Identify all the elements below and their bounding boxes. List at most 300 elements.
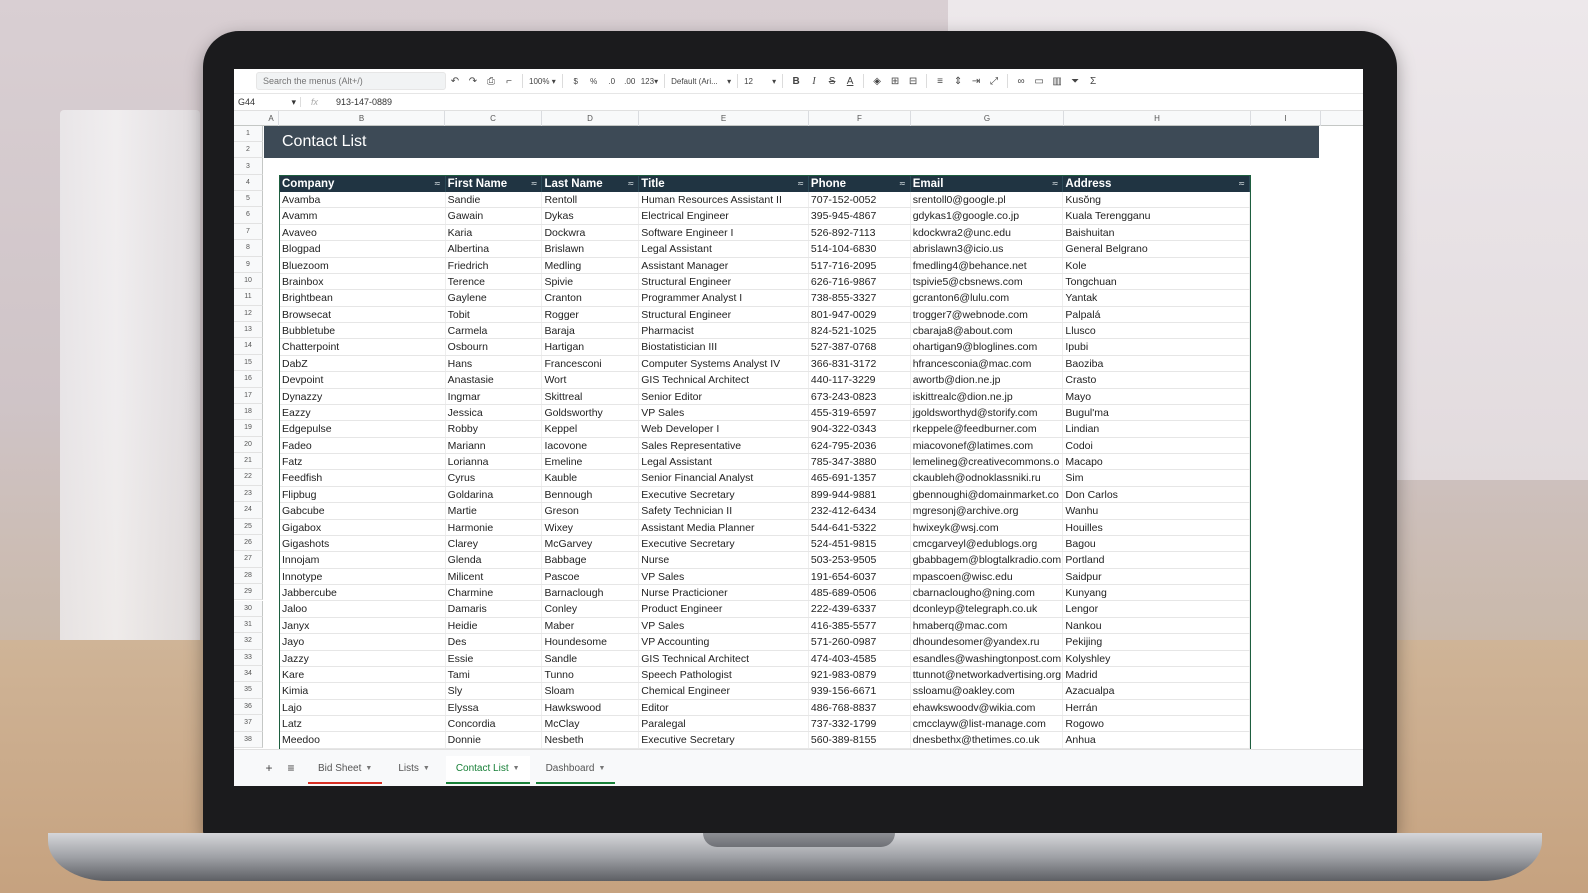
table-cell[interactable]: ohartigan9@bloglines.com — [911, 339, 1064, 354]
row-header[interactable]: 1 — [234, 126, 263, 142]
table-cell[interactable]: ehawkswoodv@wikia.com — [911, 700, 1064, 715]
table-cell[interactable]: Rogger — [542, 307, 639, 322]
table-cell[interactable]: 738-855-3327 — [809, 290, 911, 305]
table-cell[interactable]: Product Engineer — [639, 601, 809, 616]
undo-icon[interactable]: ↶ — [450, 75, 460, 87]
column-header[interactable]: C — [445, 111, 542, 126]
table-cell[interactable]: Goldarina — [446, 487, 543, 502]
table-cell[interactable]: Pharmacist — [639, 323, 809, 338]
table-cell[interactable]: 673-243-0823 — [809, 389, 911, 404]
row-header[interactable]: 38 — [234, 732, 263, 748]
table-cell[interactable]: lemelineg@creativecommons.o — [911, 454, 1064, 469]
table-cell[interactable]: Sloam — [542, 683, 639, 698]
table-cell[interactable]: Rogowo — [1063, 716, 1250, 731]
table-cell[interactable]: cmcclayw@list-manage.com — [911, 716, 1064, 731]
table-cell[interactable]: Friedrich — [446, 258, 543, 273]
table-cell[interactable]: Albertina — [446, 241, 543, 256]
table-cell[interactable]: jgoldsworthyd@storify.com — [911, 405, 1064, 420]
filter-toggle-icon[interactable]: ≂ — [433, 179, 441, 188]
table-cell[interactable]: dconleyp@telegraph.co.uk — [911, 601, 1064, 616]
column-header[interactable]: A — [264, 111, 279, 126]
row-header[interactable]: 28 — [234, 568, 263, 584]
row-header[interactable]: 20 — [234, 437, 263, 453]
table-cell[interactable]: 785-347-3880 — [809, 454, 911, 469]
table-cell[interactable]: Martie — [446, 503, 543, 518]
table-cell[interactable]: Charmine — [446, 585, 543, 600]
table-cell[interactable]: Hawkswood — [542, 700, 639, 715]
table-cell[interactable]: Robby — [446, 421, 543, 436]
table-cell[interactable]: Emeline — [542, 454, 639, 469]
table-cell[interactable]: ttunnot@networkadvertising.org — [911, 667, 1064, 682]
row-header[interactable]: 30 — [234, 601, 263, 617]
table-cell[interactable]: Herrán — [1063, 700, 1250, 715]
table-cell[interactable]: 560-389-8155 — [809, 732, 911, 747]
row-header[interactable]: 35 — [234, 682, 263, 698]
table-cell[interactable]: Kole — [1063, 258, 1250, 273]
row-header[interactable]: 13 — [234, 322, 263, 338]
table-cell[interactable]: Kauble — [542, 470, 639, 485]
table-cell[interactable]: Baraja — [542, 323, 639, 338]
table-cell[interactable]: Don Carlos — [1063, 487, 1250, 502]
table-cell[interactable]: Structural Engineer — [639, 274, 809, 289]
table-header-cell[interactable] — [280, 176, 446, 192]
table-cell[interactable]: Gigabox — [280, 520, 446, 535]
table-cell[interactable]: Cranton — [542, 290, 639, 305]
table-cell[interactable]: McClay — [542, 716, 639, 731]
table-cell[interactable]: Biostatistician III — [639, 339, 809, 354]
table-cell[interactable]: Elyssa — [446, 700, 543, 715]
table-cell[interactable]: Speech Pathologist — [639, 667, 809, 682]
table-cell[interactable]: Avaveo — [280, 225, 446, 240]
row-header[interactable]: 8 — [234, 240, 263, 256]
table-cell[interactable]: Safety Technician II — [639, 503, 809, 518]
row-header[interactable]: 27 — [234, 551, 263, 567]
table-cell[interactable]: Pekijing — [1063, 634, 1250, 649]
merge-icon[interactable]: ⊟ — [908, 75, 918, 87]
table-cell[interactable]: cbaraja8@about.com — [911, 323, 1064, 338]
table-cell[interactable]: gdykas1@google.co.jp — [911, 208, 1064, 223]
table-header-cell[interactable] — [639, 176, 809, 192]
row-header[interactable]: 34 — [234, 666, 263, 682]
table-cell[interactable]: DabZ — [280, 356, 446, 371]
column-header[interactable]: G — [911, 111, 1064, 126]
table-cell[interactable]: Gaylene — [446, 290, 543, 305]
table-cell[interactable]: Executive Secretary — [639, 732, 809, 747]
borders-icon[interactable]: ⊞ — [890, 75, 900, 87]
table-cell[interactable]: 232-412-6434 — [809, 503, 911, 518]
add-sheet-icon[interactable]: + — [265, 761, 273, 775]
table-cell[interactable]: Legal Assistant — [639, 241, 809, 256]
row-header[interactable]: 16 — [234, 371, 263, 387]
table-cell[interactable]: Essie — [446, 651, 543, 666]
table-cell[interactable]: Yantak — [1063, 290, 1250, 305]
column-header[interactable]: I — [1251, 111, 1321, 126]
table-cell[interactable]: Assistant Media Planner — [639, 520, 809, 535]
align-icon[interactable]: ≡ — [937, 75, 944, 87]
table-cell[interactable]: Senior Financial Analyst — [639, 470, 809, 485]
table-cell[interactable]: Baoziba — [1063, 356, 1250, 371]
table-cell[interactable]: Executive Secretary — [639, 536, 809, 551]
table-cell[interactable]: Paralegal — [639, 716, 809, 731]
table-cell[interactable]: Kolyshley — [1063, 651, 1250, 666]
table-cell[interactable]: Ipubi — [1063, 339, 1250, 354]
table-cell[interactable]: 395-945-4867 — [809, 208, 911, 223]
table-cell[interactable]: 465-691-1357 — [809, 470, 911, 485]
table-cell[interactable]: Bluezoom — [280, 258, 446, 273]
table-cell[interactable]: iskittrealc@dion.ne.jp — [911, 389, 1064, 404]
table-cell[interactable]: Palpalá — [1063, 307, 1250, 322]
table-cell[interactable]: Tongchuan — [1063, 274, 1250, 289]
table-cell[interactable]: Houndesome — [542, 634, 639, 649]
table-header-cell[interactable] — [809, 176, 911, 192]
filter-toggle-icon[interactable]: ≂ — [530, 179, 538, 188]
table-cell[interactable]: Sandie — [446, 192, 543, 207]
font-size-select[interactable]: 12 ▾ — [744, 76, 777, 86]
table-cell[interactable]: Hans — [446, 356, 543, 371]
table-cell[interactable]: Jazzy — [280, 651, 446, 666]
table-cell[interactable]: Tobit — [446, 307, 543, 322]
bold-icon[interactable]: B — [792, 75, 800, 87]
table-cell[interactable]: 624-795-2036 — [809, 438, 911, 453]
table-cell[interactable]: Brislawn — [542, 241, 639, 256]
column-header[interactable]: F — [809, 111, 911, 126]
table-cell[interactable]: Carmela — [446, 323, 543, 338]
table-cell[interactable]: Innojam — [280, 552, 446, 567]
chevron-down-icon[interactable]: ▼ — [365, 764, 373, 772]
table-cell[interactable]: Heidie — [446, 618, 543, 633]
table-cell[interactable]: 455-319-6597 — [809, 405, 911, 420]
row-header[interactable]: 18 — [234, 404, 263, 420]
sheet-tab[interactable] — [388, 756, 440, 780]
chevron-down-icon[interactable]: ▼ — [598, 764, 606, 772]
table-cell[interactable]: 801-947-0029 — [809, 307, 911, 322]
chevron-down-icon[interactable]: ▼ — [422, 764, 430, 772]
table-cell[interactable]: Nurse — [639, 552, 809, 567]
table-cell[interactable]: Codoi — [1063, 438, 1250, 453]
table-cell[interactable]: Portland — [1063, 552, 1250, 567]
table-cell[interactable]: Baishuitan — [1063, 225, 1250, 240]
table-cell[interactable]: Francesconi — [542, 356, 639, 371]
table-cell[interactable]: Feedfish — [280, 470, 446, 485]
table-cell[interactable]: Flipbug — [280, 487, 446, 502]
comment-icon[interactable]: ▭ — [1034, 75, 1044, 87]
text-color-icon[interactable]: A — [846, 75, 854, 87]
row-header[interactable]: 36 — [234, 699, 263, 715]
table-cell[interactable]: Milicent — [446, 569, 543, 584]
table-header-cell[interactable] — [911, 176, 1064, 192]
zoom-select[interactable]: 100% ▾ — [529, 76, 556, 86]
filter-toggle-icon[interactable]: ≂ — [797, 179, 804, 188]
table-cell[interactable]: Crasto — [1063, 372, 1250, 387]
row-header[interactable]: 6 — [234, 207, 263, 223]
row-header[interactable]: 24 — [234, 502, 263, 518]
table-cell[interactable]: 737-332-1799 — [809, 716, 911, 731]
table-cell[interactable]: 222-439-6337 — [809, 601, 911, 616]
table-cell[interactable]: esandles@washingtonpost.com — [911, 651, 1064, 666]
table-cell[interactable]: Latz — [280, 716, 446, 731]
table-cell[interactable]: Browsecat — [280, 307, 446, 322]
chevron-down-icon[interactable]: ▼ — [512, 764, 520, 772]
print-icon[interactable]: ⎙ — [487, 75, 495, 87]
table-cell[interactable]: Eazzy — [280, 405, 446, 420]
table-cell[interactable]: Nesbeth — [542, 732, 639, 747]
row-header[interactable]: 5 — [234, 191, 263, 207]
table-cell[interactable]: Wanhu — [1063, 503, 1250, 518]
table-cell[interactable]: Gigashots — [280, 536, 446, 551]
table-cell[interactable]: gcranton6@lulu.com — [911, 290, 1064, 305]
table-cell[interactable]: 474-403-4585 — [809, 651, 911, 666]
table-cell[interactable]: fmedling4@behance.net — [911, 258, 1064, 273]
table-cell[interactable]: Fatz — [280, 454, 446, 469]
table-cell[interactable]: Gawain — [446, 208, 543, 223]
table-cell[interactable]: 571-260-0987 — [809, 634, 911, 649]
table-cell[interactable]: Dynazzy — [280, 389, 446, 404]
table-cell[interactable]: Greson — [542, 503, 639, 518]
column-header[interactable]: E — [639, 111, 809, 126]
table-cell[interactable]: ckaubleh@odnoklassniki.ru — [911, 470, 1064, 485]
all-sheets-icon[interactable]: ≡ — [287, 761, 295, 775]
table-cell[interactable]: Sim — [1063, 470, 1250, 485]
table-cell[interactable]: McGarvey — [542, 536, 639, 551]
table-cell[interactable]: Bubbletube — [280, 323, 446, 338]
more-formats-button[interactable]: 123 ▾ — [640, 76, 659, 86]
table-cell[interactable]: 626-716-9867 — [809, 274, 911, 289]
table-cell[interactable]: 514-104-6830 — [809, 241, 911, 256]
table-cell[interactable]: 191-654-6037 — [809, 569, 911, 584]
table-cell[interactable]: Bugul'ma — [1063, 405, 1250, 420]
table-cell[interactable]: Terence — [446, 274, 543, 289]
table-cell[interactable]: Jayo — [280, 634, 446, 649]
row-header[interactable]: 26 — [234, 535, 263, 551]
table-cell[interactable]: Anhua — [1063, 732, 1250, 747]
table-cell[interactable]: GIS Technical Architect — [639, 651, 809, 666]
row-header[interactable]: 3 — [234, 158, 263, 175]
table-cell[interactable]: ssloamu@oakley.com — [911, 683, 1064, 698]
search-menus-input[interactable] — [256, 72, 446, 90]
table-cell[interactable]: 707-152-0052 — [809, 192, 911, 207]
table-cell[interactable]: kdockwra2@unc.edu — [911, 225, 1064, 240]
table-cell[interactable]: Human Resources Assistant II — [639, 192, 809, 207]
table-cell[interactable]: VP Sales — [639, 569, 809, 584]
table-cell[interactable]: Janyx — [280, 618, 446, 633]
table-cell[interactable]: Lengor — [1063, 601, 1250, 616]
font-select[interactable]: Default (Ari... ▾ — [671, 76, 732, 86]
table-cell[interactable]: 921-983-0879 — [809, 667, 911, 682]
table-cell[interactable]: tspivie5@cbsnews.com — [911, 274, 1064, 289]
table-cell[interactable]: Jaloo — [280, 601, 446, 616]
table-cell[interactable]: Computer Systems Analyst IV — [639, 356, 809, 371]
row-header[interactable]: 17 — [234, 388, 263, 404]
filter-toggle-icon[interactable]: ≂ — [1051, 179, 1059, 188]
table-cell[interactable]: 904-322-0343 — [809, 421, 911, 436]
table-cell[interactable]: General Belgrano — [1063, 241, 1250, 256]
table-cell[interactable]: Houilles — [1063, 520, 1250, 535]
table-cell[interactable]: Azacualpa — [1063, 683, 1250, 698]
table-cell[interactable]: Lajo — [280, 700, 446, 715]
table-cell[interactable]: Macapo — [1063, 454, 1250, 469]
valign-icon[interactable]: ⇕ — [953, 75, 963, 87]
sheet-tab[interactable] — [536, 756, 616, 780]
table-cell[interactable]: Kuala Terengganu — [1063, 208, 1250, 223]
decrease-decimal-button[interactable]: .0 — [608, 76, 616, 86]
table-cell[interactable]: Conley — [542, 601, 639, 616]
table-cell[interactable]: 503-253-9505 — [809, 552, 911, 567]
table-cell[interactable]: 526-892-7113 — [809, 225, 911, 240]
table-cell[interactable]: Editor — [639, 700, 809, 715]
table-cell[interactable]: hwixeyk@wsj.com — [911, 520, 1064, 535]
table-cell[interactable]: Medling — [542, 258, 639, 273]
table-cell[interactable]: mpascoen@wisc.edu — [911, 569, 1064, 584]
filter-icon[interactable]: ⏷ — [1071, 75, 1080, 87]
filter-toggle-icon[interactable]: ≂ — [1238, 179, 1245, 188]
table-cell[interactable]: VP Sales — [639, 405, 809, 420]
table-cell[interactable]: 527-387-0768 — [809, 339, 911, 354]
table-cell[interactable]: Llusco — [1063, 323, 1250, 338]
table-cell[interactable]: Sandle — [542, 651, 639, 666]
table-cell[interactable]: Concordia — [446, 716, 543, 731]
strikethrough-icon[interactable]: S — [828, 75, 836, 87]
table-cell[interactable]: Kusŏng — [1063, 192, 1250, 207]
table-cell[interactable]: Chatterpoint — [280, 339, 446, 354]
table-cell[interactable]: Web Developer I — [639, 421, 809, 436]
table-cell[interactable]: abrislawn3@icio.us — [911, 241, 1064, 256]
rotate-icon[interactable]: ⤢ — [990, 75, 999, 87]
paint-format-icon[interactable]: ⌐ — [506, 75, 512, 87]
row-header[interactable]: 19 — [234, 420, 263, 436]
wrap-icon[interactable]: ⇥ — [971, 75, 981, 87]
row-header[interactable]: 12 — [234, 306, 263, 322]
table-cell[interactable]: VP Sales — [639, 618, 809, 633]
table-cell[interactable]: 486-768-8837 — [809, 700, 911, 715]
table-cell[interactable]: Brainbox — [280, 274, 446, 289]
column-header[interactable]: B — [279, 111, 445, 126]
table-cell[interactable]: Osbourn — [446, 339, 543, 354]
table-cell[interactable]: Des — [446, 634, 543, 649]
table-cell[interactable]: Structural Engineer — [639, 307, 809, 322]
table-cell[interactable]: 517-716-2095 — [809, 258, 911, 273]
table-cell[interactable]: cmcgarveyl@edublogs.org — [911, 536, 1064, 551]
table-cell[interactable]: Karia — [446, 225, 543, 240]
table-cell[interactable]: Keppel — [542, 421, 639, 436]
table-cell[interactable]: cbarnaclougho@ning.com — [911, 585, 1064, 600]
sheet-tab[interactable] — [308, 756, 382, 780]
table-cell[interactable]: mgresonj@archive.org — [911, 503, 1064, 518]
table-cell[interactable]: Tami — [446, 667, 543, 682]
table-cell[interactable]: Goldsworthy — [542, 405, 639, 420]
table-cell[interactable]: Dykas — [542, 208, 639, 223]
table-cell[interactable]: Sly — [446, 683, 543, 698]
table-cell[interactable]: Pascoe — [542, 569, 639, 584]
table-header-cell[interactable] — [542, 176, 639, 192]
column-header[interactable]: H — [1064, 111, 1251, 126]
link-icon[interactable]: ∞ — [1017, 75, 1025, 87]
row-header[interactable]: 21 — [234, 453, 263, 469]
table-cell[interactable]: Lorianna — [446, 454, 543, 469]
row-header[interactable]: 31 — [234, 617, 263, 633]
table-cell[interactable]: Iacovone — [542, 438, 639, 453]
table-cell[interactable]: hmaberq@mac.com — [911, 618, 1064, 633]
row-header[interactable]: 23 — [234, 486, 263, 502]
table-cell[interactable]: 440-117-3229 — [809, 372, 911, 387]
filter-toggle-icon[interactable]: ≂ — [627, 179, 635, 188]
table-cell[interactable]: Software Engineer I — [639, 225, 809, 240]
formula-input[interactable]: 913-147-0889 — [336, 97, 393, 107]
table-cell[interactable]: Innotype — [280, 569, 446, 584]
functions-icon[interactable]: Σ — [1090, 75, 1097, 87]
table-cell[interactable]: Damaris — [446, 601, 543, 616]
table-cell[interactable]: rkeppele@feedburner.com — [911, 421, 1064, 436]
chart-icon[interactable]: ▥ — [1052, 75, 1062, 87]
table-cell[interactable]: Mariann — [446, 438, 543, 453]
table-cell[interactable]: Ingmar — [446, 389, 543, 404]
redo-icon[interactable]: ↷ — [468, 75, 478, 87]
italic-icon[interactable]: I — [812, 75, 816, 87]
table-cell[interactable]: Wort — [542, 372, 639, 387]
table-cell[interactable]: awortb@dion.ne.jp — [911, 372, 1064, 387]
table-cell[interactable]: dhoundesomer@yandex.ru — [911, 634, 1064, 649]
table-cell[interactable]: trogger7@webnode.com — [911, 307, 1064, 322]
row-header[interactable]: 37 — [234, 715, 263, 731]
table-cell[interactable]: Saidpur — [1063, 569, 1250, 584]
table-cell[interactable]: hfrancesconia@mac.com — [911, 356, 1064, 371]
table-cell[interactable]: 544-641-5322 — [809, 520, 911, 535]
table-cell[interactable]: Avamba — [280, 192, 446, 207]
currency-button[interactable]: $ — [573, 76, 578, 86]
table-header-cell[interactable] — [446, 176, 543, 192]
table-cell[interactable]: Dockwra — [542, 225, 639, 240]
table-cell[interactable]: Nankou — [1063, 618, 1250, 633]
table-cell[interactable]: Barnaclough — [542, 585, 639, 600]
row-header[interactable]: 33 — [234, 650, 263, 666]
table-cell[interactable]: Skittreal — [542, 389, 639, 404]
table-cell[interactable]: Nurse Practicioner — [639, 585, 809, 600]
table-cell[interactable]: Assistant Manager — [639, 258, 809, 273]
table-cell[interactable]: GIS Technical Architect — [639, 372, 809, 387]
table-cell[interactable]: Glenda — [446, 552, 543, 567]
table-cell[interactable]: Jabbercube — [280, 585, 446, 600]
table-cell[interactable]: Bagou — [1063, 536, 1250, 551]
table-cell[interactable]: 416-385-5577 — [809, 618, 911, 633]
table-cell[interactable]: Harmonie — [446, 520, 543, 535]
table-cell[interactable]: Cyrus — [446, 470, 543, 485]
table-cell[interactable]: gbennoughi@domainmarket.co — [911, 487, 1064, 502]
table-cell[interactable]: Senior Editor — [639, 389, 809, 404]
table-cell[interactable]: dnesbethx@thetimes.co.uk — [911, 732, 1064, 747]
table-cell[interactable]: Devpoint — [280, 372, 446, 387]
table-cell[interactable]: 824-521-1025 — [809, 323, 911, 338]
name-box[interactable] — [234, 97, 300, 108]
table-cell[interactable]: Blogpad — [280, 241, 446, 256]
table-cell[interactable]: Tunno — [542, 667, 639, 682]
row-header[interactable]: 7 — [234, 224, 263, 240]
table-cell[interactable]: Madrid — [1063, 667, 1250, 682]
increase-decimal-button[interactable]: .00 — [624, 76, 636, 86]
table-cell[interactable]: Electrical Engineer — [639, 208, 809, 223]
table-cell[interactable]: Lindian — [1063, 421, 1250, 436]
table-cell[interactable]: VP Accounting — [639, 634, 809, 649]
table-cell[interactable]: Kare — [280, 667, 446, 682]
row-header[interactable]: 2 — [234, 142, 263, 158]
table-cell[interactable]: Hartigan — [542, 339, 639, 354]
table-cell[interactable]: Avamm — [280, 208, 446, 223]
table-cell[interactable]: Kunyang — [1063, 585, 1250, 600]
table-cell[interactable]: Fadeo — [280, 438, 446, 453]
table-cell[interactable]: 524-451-9815 — [809, 536, 911, 551]
row-header[interactable]: 14 — [234, 338, 263, 354]
table-cell[interactable]: miacovonef@latimes.com — [911, 438, 1064, 453]
table-header-cell[interactable] — [1063, 176, 1250, 192]
table-cell[interactable]: Maber — [542, 618, 639, 633]
